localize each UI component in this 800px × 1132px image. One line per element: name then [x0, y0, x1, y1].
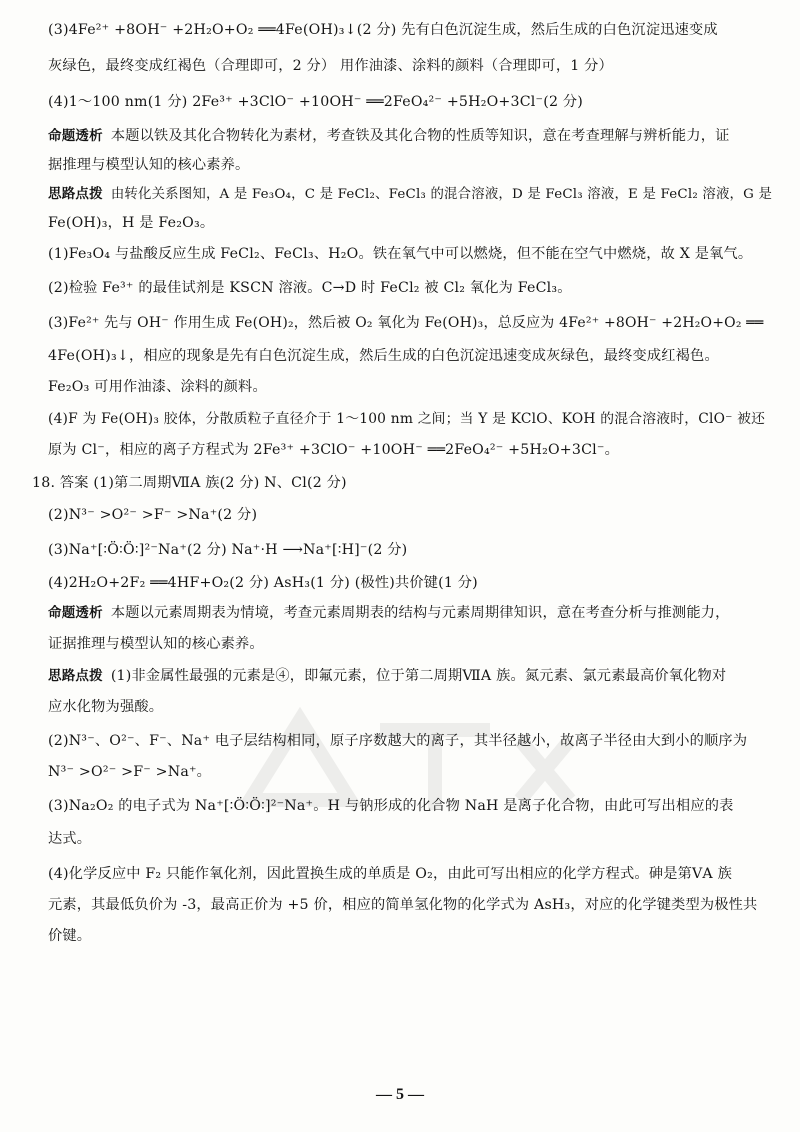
page-number: — 5 —	[376, 1086, 424, 1103]
q18-hint-4-line3: 价键。	[48, 928, 92, 944]
q17-hint-3-line3: Fe₂O₃ 可用作油漆、涂料的颜料。	[48, 379, 267, 395]
q17-hint-4-line1: (4)F 为 Fe(OH)₃ 胶体，分散质粒子直径介于 1～100 nm 之间；当 Y 是 KClO、KOH 的混合溶液时，ClO⁻ 被还	[48, 411, 766, 427]
q18-answer-4: (4)2H₂O+2F₂ ══4HF+O₂(2 分) AsH₃(1 分) (极性)共价键(1 分)	[48, 575, 478, 591]
q17-hint-text: 由转化关系图知，A 是 Fe₃O₄，C 是 FeCl₂、FeCl₃ 的混合溶液，D 是 FeCl₃ 溶液，E 是 FeCl₂ 溶液，G 是	[110, 187, 773, 202]
q17-hint-3-line2: 4Fe(OH)₃↓，相应的现象是先有白色沉淀生成，然后生成的白色沉淀迅速变成灰绿色，最终变成红褐色。	[48, 348, 719, 364]
q18-hint-4-line2: 元素，其最低负价为 -3，最高正价为 +5 价，相应的简单氢化物的化学式为 AsH₃，对应的化学键类型为极性共	[48, 897, 758, 913]
q18-answer-line1: 18. 答案 (1)第二周期ⅦA 族(2 分) N、Cl(2 分)	[32, 475, 347, 491]
q18-answer-2: (2)N³⁻ >O²⁻ >F⁻ >Na⁺(2 分)	[48, 507, 258, 523]
q18-hint-2-line2: N³⁻ >O²⁻ >F⁻ >Na⁺。	[48, 764, 212, 780]
q18-analysis-text: 本题以元素周期表为情境，考查元素周期表的结构与元素周期律知识，意在考查分析与推测能力，	[110, 605, 730, 621]
q18-hint-label: 思路点拨	[48, 668, 103, 684]
q17-answer-4: (4)1～100 nm(1 分) 2Fe³⁺ +3ClO⁻ +10OH⁻ ══2FeO₄²⁻ +5H₂O+3Cl⁻(2 分)	[48, 94, 584, 110]
q17-analysis-line2: 据推理与模型认知的核心素养。	[48, 157, 250, 173]
q18-answer-3: (3)Na⁺[∶Ö∶Ö∶]²⁻Na⁺(2 分) Na⁺·H ⟶Na⁺[∶H]⁻(2 分)	[48, 542, 408, 558]
q17-hint-4-line2: 原为 Cl⁻，相应的离子方程式为 2Fe³⁺ +3ClO⁻ +10OH⁻ ══2FeO₄²⁻ +5H₂O+3Cl⁻。	[48, 442, 619, 458]
q17-hint-3-line1: (3)Fe²⁺ 先与 OH⁻ 作用生成 Fe(OH)₂，然后被 O₂ 氧化为 Fe(OH)₃，总反应为 4Fe²⁺ +8OH⁻ +2H₂O+O₂ ══	[48, 315, 764, 331]
q18-hint-4-line1: (4)化学反应中 F₂ 只能作氧化剂，因此置换生成的单质是 O₂，由此可写出相应的化学方程式。砷是第ⅤA 族	[48, 866, 732, 882]
q18-hint-1-line2: 应水化物为强酸。	[48, 699, 164, 715]
q17-analysis-label: 命题透析	[48, 128, 103, 144]
q18-hint-line1	[48, 666, 770, 686]
q17-answer-3-line1: (3)4Fe²⁺ +8OH⁻ +2H₂O+O₂ ══4Fe(OH)₃↓(2 分) 先有白色沉淀生成，然后生成的白色沉淀迅速变成	[48, 22, 718, 38]
q17-analysis-text: 本题以铁及其化合物转化为素材，考查铁及其化合物的性质等知识，意在考查理解与辨析能力，证	[110, 128, 730, 144]
q18-analysis-line1	[48, 603, 770, 623]
q17-analysis-line1	[48, 126, 770, 146]
q18-analysis-line2: 证据推理与模型认知的核心素养。	[48, 636, 264, 652]
q18-hint-text: (1)非金属性最强的元素是④，即氟元素，位于第二周期ⅦA 族。氮元素、氯元素最高价氧化物对	[110, 668, 727, 684]
q17-hint-line2: Fe(OH)₃，H 是 Fe₂O₃。	[48, 215, 215, 231]
q18-analysis-label: 命题透析	[48, 605, 103, 621]
q17-hint-label: 思路点拨	[48, 186, 103, 202]
q17-hint-line1	[48, 184, 773, 205]
q17-hint-2: (2)检验 Fe³⁺ 的最佳试剂是 KSCN 溶液。C→D 时 FeCl₂ 被 Cl₂ 氧化为 FeCl₃。	[48, 280, 572, 296]
q17-hint-1: (1)Fe₃O₄ 与盐酸反应生成 FeCl₂、FeCl₃、H₂O。铁在氧气中可以燃烧，但不能在空气中燃烧，故 X 是氧气。	[48, 246, 753, 262]
q18-hint-2-line1: (2)N³⁻、O²⁻、F⁻、Na⁺ 电子层结构相同，原子序数越大的离子，其半径越小，故离子半径由大到小的顺序为	[48, 733, 748, 749]
q18-hint-3-line2: 达式。	[48, 831, 92, 847]
q18-hint-3-line1: (3)Na₂O₂ 的电子式为 Na⁺[∶Ö∶Ö∶]²⁻Na⁺。H 与钠形成的化合物 NaH 是离子化合物，由此可写出相应的表	[48, 798, 734, 814]
q17-answer-3-line2: 灰绿色，最终变成红褐色（合理即可，2 分） 用作油漆、涂料的颜料（合理即可，1 分）	[48, 58, 613, 74]
